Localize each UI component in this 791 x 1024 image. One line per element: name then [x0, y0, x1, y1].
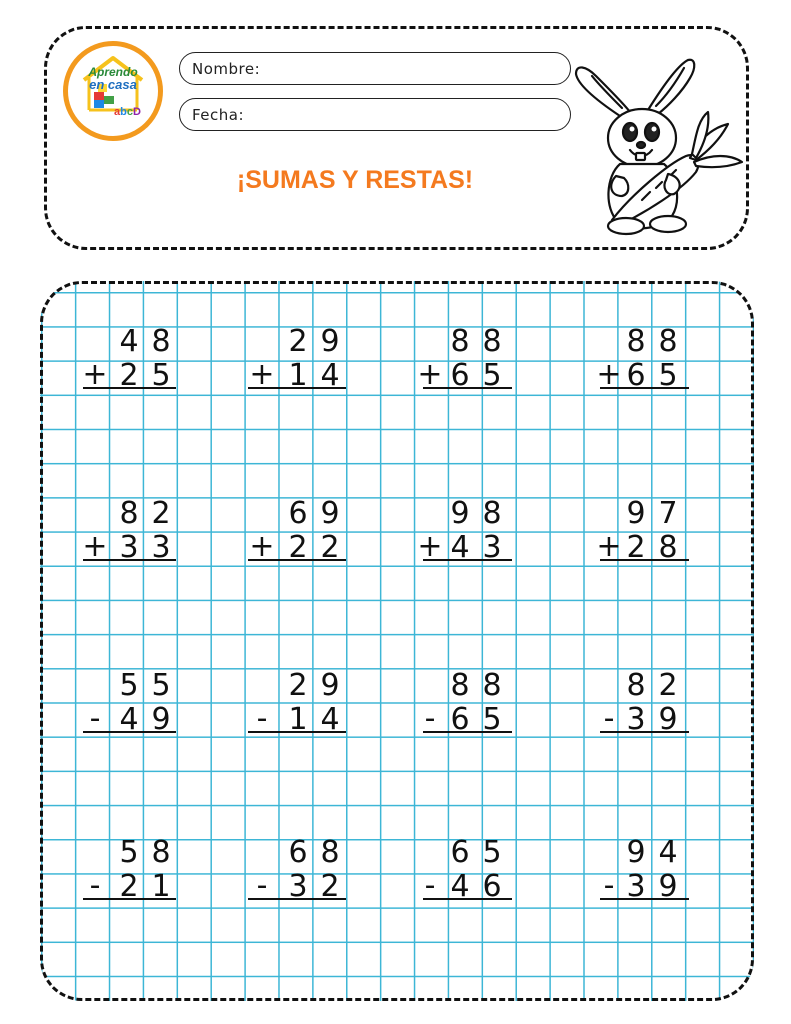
top-digit-units: 9 — [320, 496, 340, 531]
top-digit-units: 8 — [151, 835, 171, 870]
logo-line2: en casa — [89, 77, 137, 92]
problem-14 — [248, 835, 346, 904]
bottom-digit-tens: 4 — [450, 869, 470, 904]
top-digit-tens: 4 — [119, 324, 139, 359]
bottom-digit-tens: 3 — [119, 530, 139, 565]
operator-sign: + — [249, 357, 275, 392]
bottom-digit-tens: 6 — [450, 358, 470, 393]
logo-letter-c: c — [126, 106, 133, 118]
bottom-digit-tens: 1 — [288, 702, 308, 737]
problem-7 — [417, 496, 512, 565]
top-digit-units: 9 — [320, 668, 340, 703]
operator-sign: + — [249, 529, 275, 564]
problem-11 — [423, 668, 512, 737]
bottom-digit-units: 4 — [320, 702, 340, 737]
bottom-digit-tens: 2 — [288, 530, 308, 565]
top-digit-tens: 8 — [626, 324, 646, 359]
problem-13 — [83, 835, 176, 904]
top-digit-units: 8 — [482, 324, 502, 359]
top-digit-tens: 8 — [450, 668, 470, 703]
top-digit-tens: 6 — [450, 835, 470, 870]
top-digit-tens: 5 — [119, 668, 139, 703]
top-digit-units: 2 — [151, 496, 171, 531]
problem-10 — [248, 668, 346, 737]
operator-sign: - — [603, 868, 615, 903]
top-digit-units: 8 — [482, 668, 502, 703]
bottom-digit-tens: 1 — [288, 358, 308, 393]
operator-sign: - — [256, 701, 268, 736]
bottom-digit-tens: 2 — [626, 530, 646, 565]
top-digit-units: 5 — [151, 668, 171, 703]
problem-12 — [600, 668, 689, 737]
operator-sign: - — [603, 701, 615, 736]
bottom-digit-units: 4 — [320, 358, 340, 393]
top-digit-tens: 6 — [288, 496, 308, 531]
top-digit-units: 8 — [320, 835, 340, 870]
problem-2 — [248, 324, 346, 393]
bottom-digit-tens: 6 — [626, 358, 646, 393]
top-digit-units: 8 — [658, 324, 678, 359]
top-digit-units: 4 — [658, 835, 678, 870]
logo-letter-b: b — [120, 106, 127, 118]
bottom-digit-units: 9 — [658, 702, 678, 737]
top-digit-tens: 2 — [288, 324, 308, 359]
bottom-digit-units: 9 — [151, 702, 171, 737]
top-digit-tens: 8 — [626, 668, 646, 703]
problem-16 — [600, 835, 689, 904]
top-digit-units: 9 — [320, 324, 340, 359]
top-digit-tens: 8 — [119, 496, 139, 531]
top-digit-tens: 6 — [288, 835, 308, 870]
bottom-digit-tens: 2 — [119, 869, 139, 904]
problem-6 — [248, 496, 346, 565]
bottom-digit-units: 2 — [320, 530, 340, 565]
bottom-digit-units: 1 — [151, 869, 171, 904]
top-digit-units: 5 — [482, 835, 502, 870]
bottom-digit-tens: 3 — [626, 869, 646, 904]
top-digit-units: 7 — [658, 496, 678, 531]
bottom-digit-units: 9 — [658, 869, 678, 904]
operator-sign: + — [596, 529, 622, 564]
operator-sign: + — [417, 357, 443, 392]
operator-sign: + — [417, 529, 443, 564]
operator-sign: - — [89, 701, 101, 736]
bottom-digit-units: 5 — [482, 358, 502, 393]
problem-9 — [83, 668, 176, 737]
logo-line1: Aprendo — [88, 65, 138, 79]
problem-15 — [423, 835, 512, 904]
name-label: Nombre: — [192, 60, 261, 78]
bottom-digit-tens: 6 — [450, 702, 470, 737]
bottom-digit-units: 8 — [658, 530, 678, 565]
bottom-digit-tens: 4 — [119, 702, 139, 737]
operator-sign: + — [82, 357, 108, 392]
operator-sign: - — [89, 868, 101, 903]
date-label: Fecha: — [192, 106, 245, 124]
bottom-digit-units: 6 — [482, 869, 502, 904]
top-digit-tens: 8 — [450, 324, 470, 359]
top-digit-units: 8 — [482, 496, 502, 531]
operator-sign: - — [424, 701, 436, 736]
bottom-digit-tens: 2 — [119, 358, 139, 393]
operator-sign: - — [424, 868, 436, 903]
problem-3 — [417, 324, 512, 393]
logo-letter-a: a — [114, 106, 121, 118]
operator-sign: + — [82, 529, 108, 564]
top-digit-tens: 9 — [626, 496, 646, 531]
problem-1 — [82, 324, 176, 393]
top-digit-tens: 2 — [288, 668, 308, 703]
top-digit-units: 2 — [658, 668, 678, 703]
logo-letter-d: D — [132, 106, 141, 118]
page-title: ¡SUMAS Y RESTAS! — [236, 166, 474, 194]
bottom-digit-units: 5 — [151, 358, 171, 393]
operator-sign: - — [256, 868, 268, 903]
bottom-digit-tens: 4 — [450, 530, 470, 565]
bottom-digit-units: 3 — [482, 530, 502, 565]
top-digit-tens: 9 — [450, 496, 470, 531]
problem-5 — [82, 496, 176, 565]
top-digit-tens: 5 — [119, 835, 139, 870]
top-digit-units: 8 — [151, 324, 171, 359]
problem-8 — [596, 496, 689, 565]
bottom-digit-units: 3 — [151, 530, 171, 565]
bottom-digit-units: 5 — [658, 358, 678, 393]
top-digit-tens: 9 — [626, 835, 646, 870]
problem-4 — [596, 324, 689, 393]
operator-sign: + — [596, 357, 622, 392]
bottom-digit-units: 2 — [320, 869, 340, 904]
bottom-digit-tens: 3 — [626, 702, 646, 737]
bottom-digit-tens: 3 — [288, 869, 308, 904]
bottom-digit-units: 5 — [482, 702, 502, 737]
